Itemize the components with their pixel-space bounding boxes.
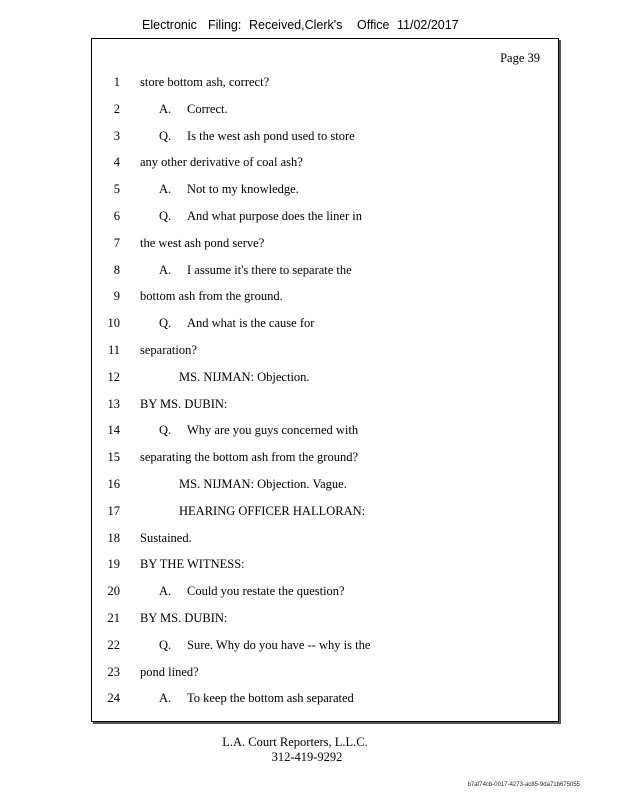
line-number: 11 (107, 343, 120, 357)
transcript-line (92, 691, 558, 711)
line-text (159, 129, 355, 144)
line-text: BY THE WITNESS: (140, 557, 245, 572)
line-text: MS. NIJMAN: Objection. Vague. (179, 477, 347, 491)
testimony-text: Is the west ash pond used to store (187, 128, 355, 143)
line-text (159, 423, 358, 438)
transcript-line (92, 504, 558, 524)
transcript-line (92, 611, 558, 631)
qa-marker: A. (159, 182, 172, 197)
line-number: 5 (113, 182, 120, 197)
testimony-text: And what purpose does the liner in (187, 209, 362, 223)
line-text: Sustained. (140, 530, 192, 545)
line-text: any other derivative of coal ash? (140, 155, 303, 170)
testimony-text: And what is the cause for (187, 316, 315, 331)
transcript-line (92, 584, 558, 604)
line-text: separating the bottom ash from the ground? (140, 450, 358, 465)
line-number: 4 (113, 155, 120, 170)
transcript-line (92, 477, 558, 497)
line-text: bottom ash from the ground. (140, 289, 283, 304)
transcript-line (92, 531, 558, 551)
line-text (159, 182, 299, 197)
testimony-text: To keep the bottom ash separated (187, 691, 354, 706)
qa-marker: Q. (159, 637, 172, 652)
testimony-text: Not to my knowledge. (187, 182, 299, 197)
line-text (159, 638, 370, 653)
transcript-line (92, 450, 558, 470)
transcript-line (92, 423, 558, 443)
qa-marker: Q. (159, 423, 172, 438)
line-text: pond lined? (140, 664, 199, 679)
transcript-line (92, 557, 558, 577)
transcript-line (92, 155, 558, 175)
transcript-line (92, 316, 558, 336)
line-number: 12 (107, 369, 120, 384)
transcript-line (92, 75, 558, 95)
qa-marker: A. (159, 691, 172, 706)
line-text: BY MS. DUBIN: (140, 611, 228, 625)
line-text: BY MS. DUBIN: (140, 396, 228, 411)
line-number: 1 (113, 75, 120, 89)
qa-marker: A. (159, 584, 172, 599)
line-number: 17 (107, 503, 120, 518)
line-number: 15 (107, 450, 120, 465)
line-number: 9 (113, 289, 120, 304)
transcript-line (92, 665, 558, 685)
line-number: 22 (107, 637, 120, 652)
line-text (159, 209, 362, 224)
transcript-page (91, 38, 559, 722)
transcript-line (92, 638, 558, 658)
line-number: 21 (107, 611, 120, 625)
line-text: HEARING OFFICER HALLORAN: (179, 503, 366, 518)
line-number: 13 (107, 396, 120, 411)
testimony-text: Sure. Why do you have -- why is the (187, 637, 371, 652)
filing-word: Filing: (208, 18, 242, 32)
line-number: 7 (113, 235, 120, 250)
line-text (159, 263, 352, 278)
transcript-line (92, 263, 558, 283)
line-number: 23 (107, 664, 120, 679)
line-number: 16 (107, 477, 120, 491)
testimony-text: Correct. (187, 101, 228, 116)
line-number: 8 (113, 262, 120, 277)
court-reporter-phone: 312-419-9292 (271, 750, 343, 764)
testimony-text: Why are you guys concerned with (187, 423, 359, 438)
line-text: the west ash pond serve? (140, 235, 265, 250)
line-number: 14 (107, 423, 120, 438)
transcript-line (92, 236, 558, 256)
qa-marker: Q. (159, 316, 172, 331)
line-text: store bottom ash, correct? (140, 75, 270, 89)
line-number: 20 (107, 584, 120, 599)
line-number: 19 (107, 557, 120, 572)
court-reporter-name: L.A. Court Reporters, L.L.C. (222, 735, 368, 749)
qa-marker: Q. (159, 209, 172, 223)
page-number: Page 39 (500, 51, 540, 65)
document-hash: b7af74cb-0017-4273-ac85-9da71b675055 (467, 782, 580, 788)
testimony-text: Could you restate the question? (187, 584, 345, 599)
transcript-line (92, 102, 558, 122)
line-text: separation? (140, 343, 197, 357)
qa-marker: A. (159, 101, 172, 116)
line-text (159, 691, 354, 706)
filing-word: Electronic (142, 18, 197, 32)
testimony-text: I assume it's there to separate the (187, 262, 352, 277)
qa-marker: A. (159, 262, 172, 277)
line-number: 10 (107, 316, 120, 331)
line-number: 18 (107, 530, 120, 545)
line-text (159, 102, 228, 117)
line-number: 3 (113, 128, 120, 143)
transcript-line (92, 129, 558, 149)
line-text (159, 316, 314, 331)
line-number: 2 (113, 101, 120, 116)
transcript-line (92, 209, 558, 229)
transcript-line (92, 182, 558, 202)
filing-word: Received,Clerk's (249, 18, 343, 32)
transcript-line (92, 289, 558, 309)
line-text (159, 584, 345, 599)
transcript-line (92, 343, 558, 363)
transcript-line (92, 370, 558, 390)
filing-word: Office (357, 18, 390, 32)
transcript-line (92, 397, 558, 417)
qa-marker: Q. (159, 128, 172, 143)
line-text: MS. NIJMAN: Objection. (179, 369, 310, 384)
line-number: 24 (107, 691, 120, 706)
filing-date: 11/02/2017 (397, 18, 459, 32)
line-number: 6 (113, 209, 120, 223)
